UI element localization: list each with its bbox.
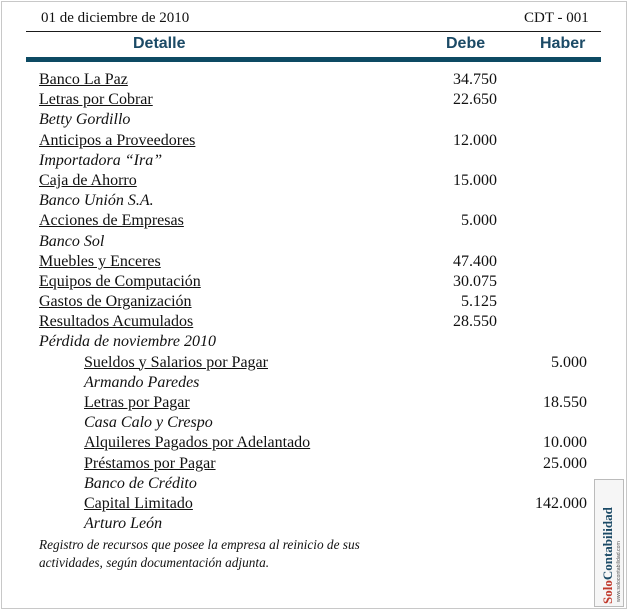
account-line bbox=[2, 433, 630, 453]
debe-amount: 12.000 bbox=[453, 131, 497, 149]
account-name: Equipos de Computación bbox=[39, 272, 201, 290]
account-name: Sueldos y Salarios por Pagar bbox=[84, 353, 268, 371]
header-bottom-rule bbox=[26, 57, 601, 62]
account-line bbox=[2, 353, 630, 373]
account-line bbox=[2, 171, 630, 191]
account-reference: Armando Paredes bbox=[84, 373, 200, 391]
debe-amount: 34.750 bbox=[453, 71, 497, 88]
reference-line bbox=[2, 514, 630, 534]
account-name: Letras por Pagar bbox=[84, 394, 190, 411]
brand-word-solo: Solo bbox=[600, 580, 615, 604]
account-line bbox=[2, 312, 630, 332]
account-name: Muebles y Enceres bbox=[39, 252, 161, 270]
account-reference: Importadora “Ira” bbox=[39, 151, 163, 169]
reference-line bbox=[2, 151, 630, 171]
account-reference: Casa Calo y Crespo bbox=[84, 414, 213, 432]
brand-watermark bbox=[594, 479, 624, 607]
account-name: Resultados Acumulados bbox=[39, 313, 194, 331]
account-reference: Pérdida de noviembre 2010 bbox=[39, 333, 216, 351]
account-line bbox=[2, 454, 630, 474]
haber-amount: 142.000 bbox=[535, 494, 587, 512]
debe-amount: 5.125 bbox=[461, 293, 497, 311]
brand-url: www.solocontabilidad.com bbox=[616, 541, 622, 602]
account-name: Préstamos por Pagar bbox=[84, 454, 216, 472]
reference-line bbox=[2, 191, 630, 211]
entry-lines bbox=[2, 70, 630, 534]
entry-code: CDT - 001 bbox=[524, 10, 589, 26]
haber-amount: 10.000 bbox=[543, 434, 587, 452]
haber-amount: 18.550 bbox=[543, 394, 587, 411]
reference-line bbox=[2, 110, 630, 130]
account-name: Gastos de Organización bbox=[39, 293, 192, 311]
reference-line bbox=[2, 332, 630, 352]
account-name: Letras por Cobrar bbox=[39, 91, 153, 109]
account-name: Capital Limitado bbox=[84, 494, 193, 512]
account-reference: Betty Gordillo bbox=[39, 111, 131, 129]
haber-amount: 5.000 bbox=[551, 353, 587, 371]
account-line bbox=[2, 272, 630, 292]
account-line bbox=[2, 292, 630, 312]
debe-amount: 47.400 bbox=[453, 252, 497, 270]
account-reference: Banco de Crédito bbox=[84, 474, 197, 492]
account-reference: Banco Sol bbox=[39, 232, 105, 250]
account-line bbox=[2, 252, 630, 272]
account-line bbox=[2, 393, 630, 413]
account-name: Banco La Paz bbox=[39, 71, 128, 88]
header-top-rule bbox=[26, 31, 601, 32]
column-header-detalle: Detalle bbox=[133, 35, 186, 52]
reference-line bbox=[2, 474, 630, 494]
account-reference: Banco Unión S.A. bbox=[39, 192, 154, 210]
entry-gloss: Registro de recursos que posee la empresa al reinicio de sus actividades, según documentación adjunta. bbox=[39, 537, 360, 570]
svg-text:SoloContabilidad bbox=[600, 506, 615, 604]
account-line bbox=[2, 70, 630, 90]
debe-amount: 28.550 bbox=[453, 313, 497, 331]
account-line bbox=[2, 494, 630, 514]
account-line bbox=[2, 90, 630, 110]
column-header-debe: Debe bbox=[446, 35, 486, 52]
brand-word-contabilidad: Contabilidad bbox=[600, 507, 615, 581]
debe-amount: 5.000 bbox=[461, 212, 497, 230]
entry-date: 01 de diciembre de 2010 bbox=[41, 10, 190, 26]
account-name: Alquileres Pagados por Adelantado bbox=[84, 434, 311, 452]
account-name: Acciones de Empresas bbox=[39, 212, 184, 230]
reference-line bbox=[2, 373, 630, 393]
account-line bbox=[2, 131, 630, 151]
reference-line bbox=[2, 232, 630, 252]
account-name: Caja de Ahorro bbox=[39, 171, 137, 189]
debe-amount: 30.075 bbox=[453, 272, 497, 290]
journal-entry-card bbox=[1, 1, 627, 609]
haber-amount: 25.000 bbox=[543, 454, 587, 472]
debe-amount: 15.000 bbox=[453, 171, 497, 189]
reference-line bbox=[2, 413, 630, 433]
column-header-haber: Haber bbox=[540, 35, 586, 52]
account-name: Anticipos a Proveedores bbox=[39, 131, 196, 149]
brand-logo-icon bbox=[595, 480, 625, 608]
account-line bbox=[2, 211, 630, 231]
account-reference: Arturo León bbox=[84, 515, 163, 533]
debe-amount: 22.650 bbox=[453, 91, 497, 109]
